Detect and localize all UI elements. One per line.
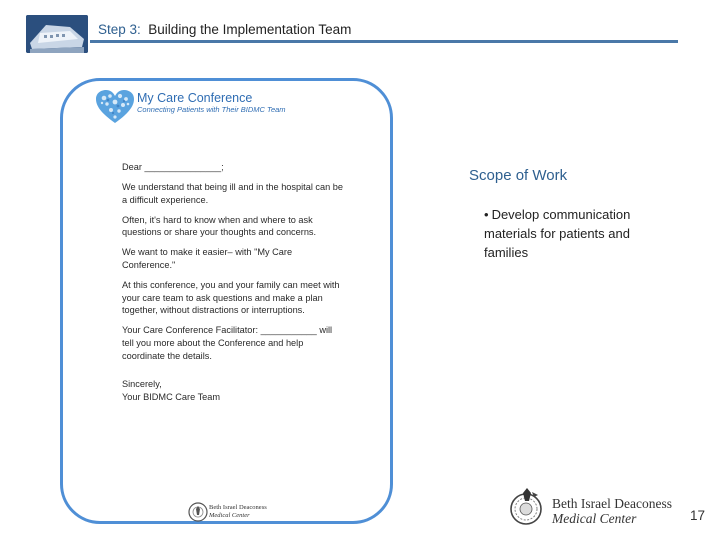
- slide-title-text: Building the Implementation Team: [148, 22, 352, 37]
- title-divider: [90, 40, 678, 43]
- letter-footer-line2: Medical Center: [209, 511, 250, 519]
- scope-list: [478, 205, 638, 262]
- letter-paragraph: Often, it's hard to know when and where to ask questions or share your thoughts and concerns.: [122, 214, 317, 238]
- list-item: • Develop communication materials for patients and families: [484, 207, 631, 260]
- page-number: 17: [690, 508, 706, 523]
- letter-tagline: Connecting Patients with Their BIDMC Team: [137, 105, 286, 114]
- letter-footer-name: [209, 504, 267, 519]
- letter-facilitator: [122, 324, 344, 362]
- letter-signature: Your BIDMC Care Team: [122, 391, 221, 402]
- bidmc-seal-logo-icon: [508, 487, 546, 527]
- letter-body: [122, 161, 344, 411]
- care-conference-letter: [60, 78, 393, 524]
- slide-title: [98, 22, 351, 37]
- heart-mosaic-logo-icon: [95, 89, 135, 125]
- facilitator-label: Your Care Conference Facilitator:: [122, 325, 259, 336]
- facilitator-blank: ___________: [258, 325, 317, 336]
- scope-item-text: Develop communication materials for patients and families: [484, 207, 631, 260]
- letter-paragraph: At this conference, you and your family can meet with your care team to ask questions and make a plan together, without distractions or interruptions.: [122, 280, 340, 316]
- letter-closing: Sincerely,: [122, 379, 162, 390]
- hospital-building-icon: [26, 15, 88, 53]
- bidmc-logo-text: [552, 497, 672, 526]
- bidmc-logo-line2: Medical Center: [552, 510, 637, 526]
- scope-heading: Scope of Work: [469, 167, 568, 184]
- letter-footer-line1: Beth Israel Deaconess: [209, 504, 267, 511]
- letter-greeting: Dear _______________;: [122, 162, 224, 172]
- letter-brand: My Care Conference: [137, 91, 253, 105]
- bidmc-logo-line1: Beth Israel Deaconess: [552, 496, 672, 511]
- letter-paragraph: We want to make it easier– with "My Care Conference.": [122, 247, 293, 271]
- letter-paragraph: We understand that being ill and in the hospital can be a difficult experience.: [122, 182, 343, 205]
- facilitator-details: will tell you more about the Conference and help coordinate the details.: [122, 325, 333, 361]
- step-label: Step 3:: [98, 22, 141, 37]
